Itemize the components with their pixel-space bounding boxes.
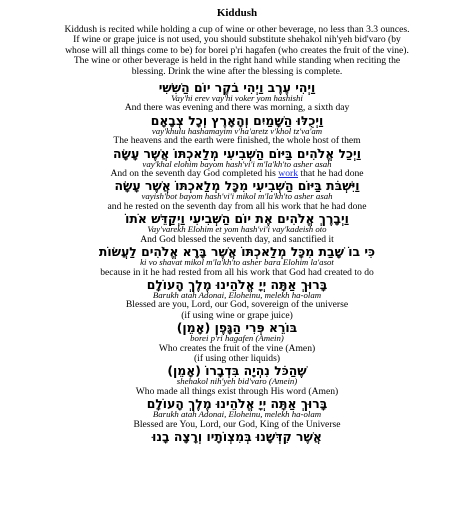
transliteration-line: vay'khulu hashamayim v'ha'aretz v'khol tz'va'am (151, 125, 323, 136)
verse-block (30, 311, 444, 354)
intro-paragraph (30, 25, 444, 77)
verse-block (30, 397, 444, 430)
transliteration-line: Vay'hi erev vay'hi voker yom hashishi (171, 93, 303, 104)
transliteration-line: borei p'ri hagafen (Amein) (190, 333, 284, 344)
verse-block (30, 114, 444, 147)
hebrew-line: בָּרוּךְ אַתָּה יְיָ אֱלֹהֵינוּ מֶלֶךְ הָעוֹלָם (146, 276, 328, 292)
verse-block (30, 147, 444, 180)
transliteration-line: ki vo shavat mikol m'la'kh'to asher bara Elohim la'asot (140, 257, 334, 268)
transliteration-line: shehakol nih'yeh bid'varo (Amein) (176, 376, 298, 387)
translation-line: Who made all things exist through His word (Amen) (135, 385, 339, 397)
intro-line: The wine or other beverage is held in the right hand while standing when reciting the (73, 55, 401, 67)
instruction-note: (if using other liquids) (193, 352, 281, 364)
hebrew-line: וַיְבָרֶךְ אֱלֹהִים אֶת יוֹם הַשְּׁבִיעִי וַיְקַדֵּשׁ אֹתוֹ (125, 211, 349, 227)
intro-line: blessing. Drink the wine after the blessing is complete. (131, 65, 343, 77)
verse-block (30, 81, 444, 114)
hebrew-line: אֲשֶׁר קִדְּשָׁנוּ בְּמִצְוֹתָיו וְרָצָה בָנוּ (152, 428, 322, 444)
translation-text: And on the seventh day God completed his (110, 168, 279, 180)
hebrew-line: וַיִּשְׁבֹּת בַּיּוֹם הַשְּׁבִיעִי מִכָּל מְלַאכְתּוֹ אֲשֶׁר עָשָׂה (114, 178, 360, 194)
intro-line: whose will all things come to be) for borei p'ri hagafen (who creates the fruit of the vine). (65, 44, 409, 56)
transliteration-line: vayish'bot bayom hash'vi'i mikol m'la'kh'to asher asah (141, 191, 333, 202)
hebrew-line: שֶׁהַכֹּל נִהְיָה בִּדְבָרוֹ (אָמֵן) (167, 363, 307, 379)
verse-block (30, 212, 444, 245)
transliteration-line: Vay'varekh Elohim et yom hash'vi'i vay'kadeish oto (147, 224, 327, 235)
intro-line: If wine or grape juice is not used, you should substitute shehakol nih'yeh bid'varo (by (73, 34, 401, 46)
hebrew-line: כִּי בוֹ שָׁבַת מִכָּל מְלַאכְתּוֹ אֲשֶׁר בָּרָא אֱלֹהִים לַעֲשׂוֹת (98, 244, 376, 260)
translation-line: Blessed are you, Lord, our God, sovereign of the universe (125, 299, 349, 311)
translation-line: and he rested on the seventh day from all his work that he had done (107, 200, 367, 212)
hebrew-line: וַיְכַל אֱלֹהִים בַּיּוֹם הַשְּׁבִיעִי מְלַאכְתּוֹ אֲשֶׁר עָשָׂה (113, 145, 361, 161)
translation-line: Blessed are You, Lord, our God, King of the Universe (133, 418, 341, 430)
page-title: Kiddush (216, 7, 258, 19)
hebrew-line: וַיְכֻלּוּ הַשָּׁמַיִם וְהָאָרֶץ וְכָל צְבָאָם (150, 112, 324, 128)
verse-block (30, 354, 444, 397)
translation-line: Who creates the fruit of the vine (Amen) (158, 342, 316, 354)
hebrew-line: בּוֹרֵא פְּרִי הַגָּפֶן (אָמֵן) (176, 320, 298, 336)
translation-line: The heavens and the earth were finished, the whole host of them (113, 135, 361, 147)
verse-block (30, 179, 444, 212)
translation-line: And God blessed the seventh day, and sanctified it (140, 233, 334, 245)
translation-text: that he had done (298, 168, 364, 180)
verse-block (30, 245, 444, 278)
verse-block (30, 278, 444, 311)
hebrew-line: בָּרוּךְ אַתָּה יְיָ אֱלֹהֵינוּ מֶלֶךְ הָעוֹלָם (146, 396, 328, 412)
transliteration-line: vay'khal elohim bayom hash'vi'i m'la'kh'to asher asah (142, 158, 332, 169)
instruction-note: (if using wine or grape juice) (181, 309, 293, 321)
hebrew-line: וַיְהִי עֶרֶב וַיְהִי בֹקֶר יוֹם הַשִּׁשִּׁי (158, 80, 316, 96)
intro-line: Kiddush is recited while holding a cup of wine or other beverage, no less than 3.3 ounces. (64, 24, 410, 35)
transliteration-line: Barukh atah Adonai, Eloheinu, melekh ha-olam (152, 289, 322, 300)
work-link[interactable]: work (278, 168, 299, 180)
transliteration-line: Barukh atah Adonai, Eloheinu, melekh ha-olam (152, 409, 322, 420)
translation-line: because in it he had rested from all his work that God had created to do (100, 266, 374, 278)
translation-line: And there was evening and there was morning, a sixth day (124, 102, 350, 114)
verse-block (30, 430, 444, 443)
